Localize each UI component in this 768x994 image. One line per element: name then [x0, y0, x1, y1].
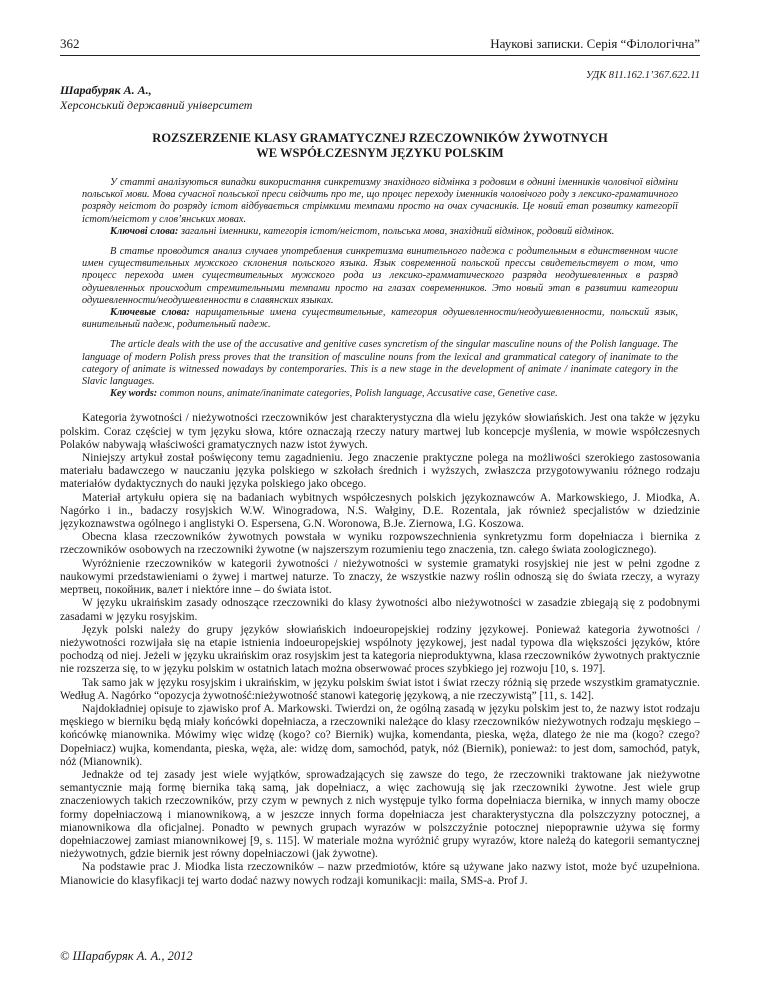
keywords-text: нарицательные имена существительные, категория одушевленности/неодушевленности, польский язык, винительный падеж, родительный падеж. [82, 307, 679, 331]
paragraph: Jednakże od tej zasady jest wiele wyjątków, sprowadzających się zawsze do tego, że rzeczowniki traktowane jak nieżywotne semantycznie mają formę biernika taką samą, jak dopełniacz, a więc zachowują się jak rzeczowniki żywotne. Jest wiele grup znaczeniowych takich rzeczowników, przy czym w pewnych z nich występuje tylko forma dopełniacza biernika, w innych mamy obocze formy dopełniaczową i mianownikową, a w jeszcze innych forma dopełniacza jest charakterystyczna dla polszczyzny potocznej, a mianownikowa dla oficjalnej. Ponadto w pewnych grupach wyrazów w polszczyźnie potocznej niepoprawnie używa się formy dopełniaczowej zamiast mianownikowej [9, s. 115]. W materiale można wyróżnić grupy wyrazów, ktore należą do kategorii semantycznej nieżywotnych, gdzie biernik jest równy dopełniaczowi (jak żywotne). [60, 768, 700, 861]
title-line-1: ROZSZERZENIE KLASY GRAMATYCZNEJ RZECZOWNIKÓW ŻYWOTNYCH [152, 131, 608, 145]
paragraph: Język polski należy do grupy języków słowiańskich indoeuropejskiej rodziny językowej. Ponieważ kategoria żywotności / nieżywotności rozwijała się na etapie istnienia indoeuropejskiej wspólnoty językowej, jest nadal typowa dla większości języków, które pochodzą od niej. Jeżeli w języku ukraińskim oraz rosyjskim jest ta kategoria nieproduktywna, klasa rzeczowników żywotnych praktycznie nie rozszerza się, to w języku polskim w ostatnich latach można obserwować proces szybkiego jej rozwoju [10, s. 197]. [60, 623, 700, 676]
abstract-text: The article deals with the use of the accusative and genitive cases syncretism of the singular masculine nouns of the Polish language. The language of modern Polish press proves that the transition of masculine nouns from the lexical and grammatical category of inanimate to the category of animate is witnessed nowadays by contemporaries. This is a new stage in the development of animate / inanimate category in the Slavic languages. [82, 339, 678, 388]
keywords [82, 226, 678, 238]
running-header [60, 36, 700, 56]
title-line-2: WE WSPÓŁCZESNYM JĘZYKU POLSKIM [256, 146, 504, 160]
abstract-text: В статье проводится анализ случаев употребления синкретизма винительного падежа с родительным в единственном числе имен существительных мужского склонения польского языка. Язык современной польской прессы свидетельствует о том, что процесс перехода имен существительных мужского рода из лексико-грамматического разряда неодушевленных в разряд одушевленных происходит стремительными темпами просто на глазах современников. Это новый этап в развитии категории одушевленности/неодушевленности в славянских языках. [82, 246, 678, 306]
keywords-label: Ключевые слова: [110, 307, 190, 319]
page-number: 362 [60, 36, 80, 51]
journal-title: Наукові записки. Серія “Філологічна” [490, 36, 700, 51]
paragraph: Na podstawie prac J. Miodka lista rzeczowników – nazw przedmiotów, które są używane jako nazwy istot, może być uzupełniona. Mianowicie do klasyfikacji tej warto dodać nazwy nowych rodzaji komunikacji: maila, SMS-a. Prof J. [60, 861, 700, 887]
copyright-footer: © Шарабуряк А. А., 2012 [60, 949, 193, 963]
keywords-text: common nouns, animate/inanimate categories, Polish language, Accusative case, Genetive case. [159, 388, 558, 400]
paragraph: Obecna klasa rzeczowników żywotnych powstała w wyniku rozpowszechnienia synkretyzmu form dopełniacza i biernika z rzeczowników osobowych na rzeczowniki żywotne (w najszerszym rozumieniu tego znaczenia, tzn. całego świata zoologicznego). [60, 531, 700, 557]
affiliation: Херсонський державний університет [60, 98, 253, 112]
page [60, 36, 700, 888]
paragraph: Wyróżnienie rzeczowników w kategorii żywotności / nieżywotności w systemie gramatyki rosyjskiej nie jest w pełni zgodne z naukowymi przedstawieniami o żywej i martwej naturze. To znaczy, że wszystkie nazwy roślin odnoszą się do świata rzeczy, a wyrazy мертвец, покойник, валет i niektóre inne – do świata istot. [60, 557, 700, 597]
article-body [60, 412, 700, 887]
keywords-label: Ключові слова: [110, 225, 179, 237]
abstract-english [82, 339, 678, 400]
author: Шарабуряк А. А., [60, 83, 152, 97]
udc-code: УДК 811.162.1’367.622.11 [585, 70, 700, 81]
paragraph: Niniejszy artykuł został poświęcony temu zagadnieniu. Jego znaczenie praktyczne polega na możliwości szerokiego zastosowania materiału badawczego w nauczaniu języka polskiego w szkołach średnich i wyższych, zwłaszcza przygotowywaniu różnego rodzaju materiałów dydaktycznych do nauki języka polskiego jako obcego. [60, 452, 700, 491]
paragraph: Najdokładniej opisuje to zjawisko prof A. Markowski. Twierdzi on, że ogólną zasadą w języku polskim jest to, że nazwy istot rodzaju męskiego w bierniku będą miały końcówki dopełniacza, a rzeczowniki należące do klasy rzeczowników nieżywotnych rodzaju męskiego – końcówkę mianownika. Mówimy więc widzę (kogo? co? Biernik) wujka, komendanta, pieska, węża, dlatego że nie ma (kogo? czego? Dopełniacz) wujka, komendanta, pieska, węża, ale: widzę dom, samochód, patyk, nóż (Biernik), ponieważ: to jest dom, samochód, patyk, nóż (Mianownik). [60, 702, 700, 768]
keywords [82, 388, 678, 400]
keywords [82, 307, 678, 331]
paragraph: Kategoria żywotności / nieżywotności rzeczowników jest charakterystyczna dla wielu języków słowiańskich. Jest ona także w języku polskim. Coraz częściej w tym języku słowa, które oznaczają rzeczy natury martwej lub koncepcje myślenia, w mowie współczesnych Polaków nabywają właściwości gramatycznych nazw istot żywych. [60, 412, 700, 451]
abstract-text: У статті аналізуються випадки використання синкретизму знахідного відмінка з родовим в однині іменників чоловічої відміни польської мови. Мова сучасної польської преси свідчить про те, що процес переходу іменників чоловічого роду з лексико-граматичного розряду неістот до розряду істот відбувається стрімкими темпами просто на очах сучасників. Це новий етап розвитку категорії істот/неістот у слов’янських мовах. [82, 177, 678, 225]
paragraph: Tak samo jak w języku rosyjskim i ukraińskim, w języku polskim świat istot i świat rzeczy różnią się przede wszystkim gramatycznie. Według A. Nagórko “opozycja żywotność:nieżywotność stanowi kategorię językową, a nie rzeczywistą” [11, s. 142]. [60, 676, 700, 702]
paragraph: W języku ukraińskim zasady odnoszące rzeczowniki do klasy żywotności albo nieżywotności w zasadzie zbiegają się z podobnymi zasadami w języku rosyjskim. [60, 597, 700, 623]
abstract-ukrainian [82, 177, 678, 238]
keywords-text: загальні іменники, категорія істот/неістот, польська мова, знахідний відмінок, родовий відмінок. [180, 225, 615, 237]
keywords-label: Key words: [110, 388, 158, 400]
abstract-russian [82, 246, 678, 331]
paragraph: Materiał artykułu opiera się na badaniach wybitnych współczesnych polskich językoznawców A. Markowskiego, J. Miodka, A. Nagórko i in., badaczy rosyjskich W.W. Winogradowa, N.S. Wałginy, D.E. Rozentala, jak również specjalistów w dziedzinie językoznawstwa ogólnego i anglistyki O. Espersena, G.N. Woronowa, B.Je. Ziernowa, I.G. Koszowa. [60, 491, 700, 531]
article-title [60, 131, 700, 161]
